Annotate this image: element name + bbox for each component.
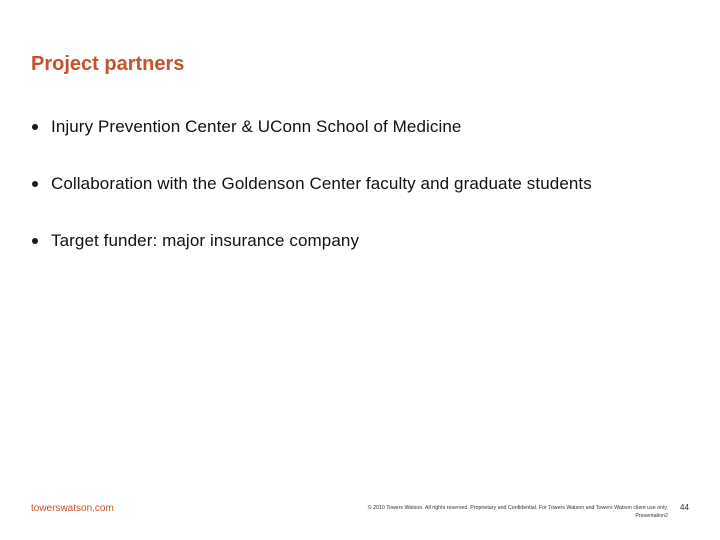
bullet-text: Injury Prevention Center & UConn School of Medicine xyxy=(51,117,462,136)
page-number: 44 xyxy=(680,503,689,512)
footer-brand: towerswatson.com xyxy=(31,503,114,514)
footer-legal-line: Presentation2 xyxy=(635,513,668,519)
bullet-text: Target funder: major insurance company xyxy=(51,231,360,250)
bullet-dot-icon xyxy=(32,238,38,244)
bullet-list xyxy=(31,113,592,284)
bullet-dot-icon xyxy=(32,124,38,130)
bullet-item xyxy=(31,227,592,255)
bullet-dot-icon xyxy=(32,181,38,187)
footer-legal xyxy=(318,504,668,520)
slide-title: Project partners xyxy=(31,53,185,75)
bullet-item xyxy=(31,113,592,141)
bullet-text: Collaboration with the Goldenson Center faculty and graduate students xyxy=(51,174,592,193)
footer-legal-line: © 2010 Towers Watson. All rights reserved. Proprietary and Confidential. For Towers Watson and Towers Watson client use only. xyxy=(367,505,668,511)
bullet-item xyxy=(31,170,592,198)
